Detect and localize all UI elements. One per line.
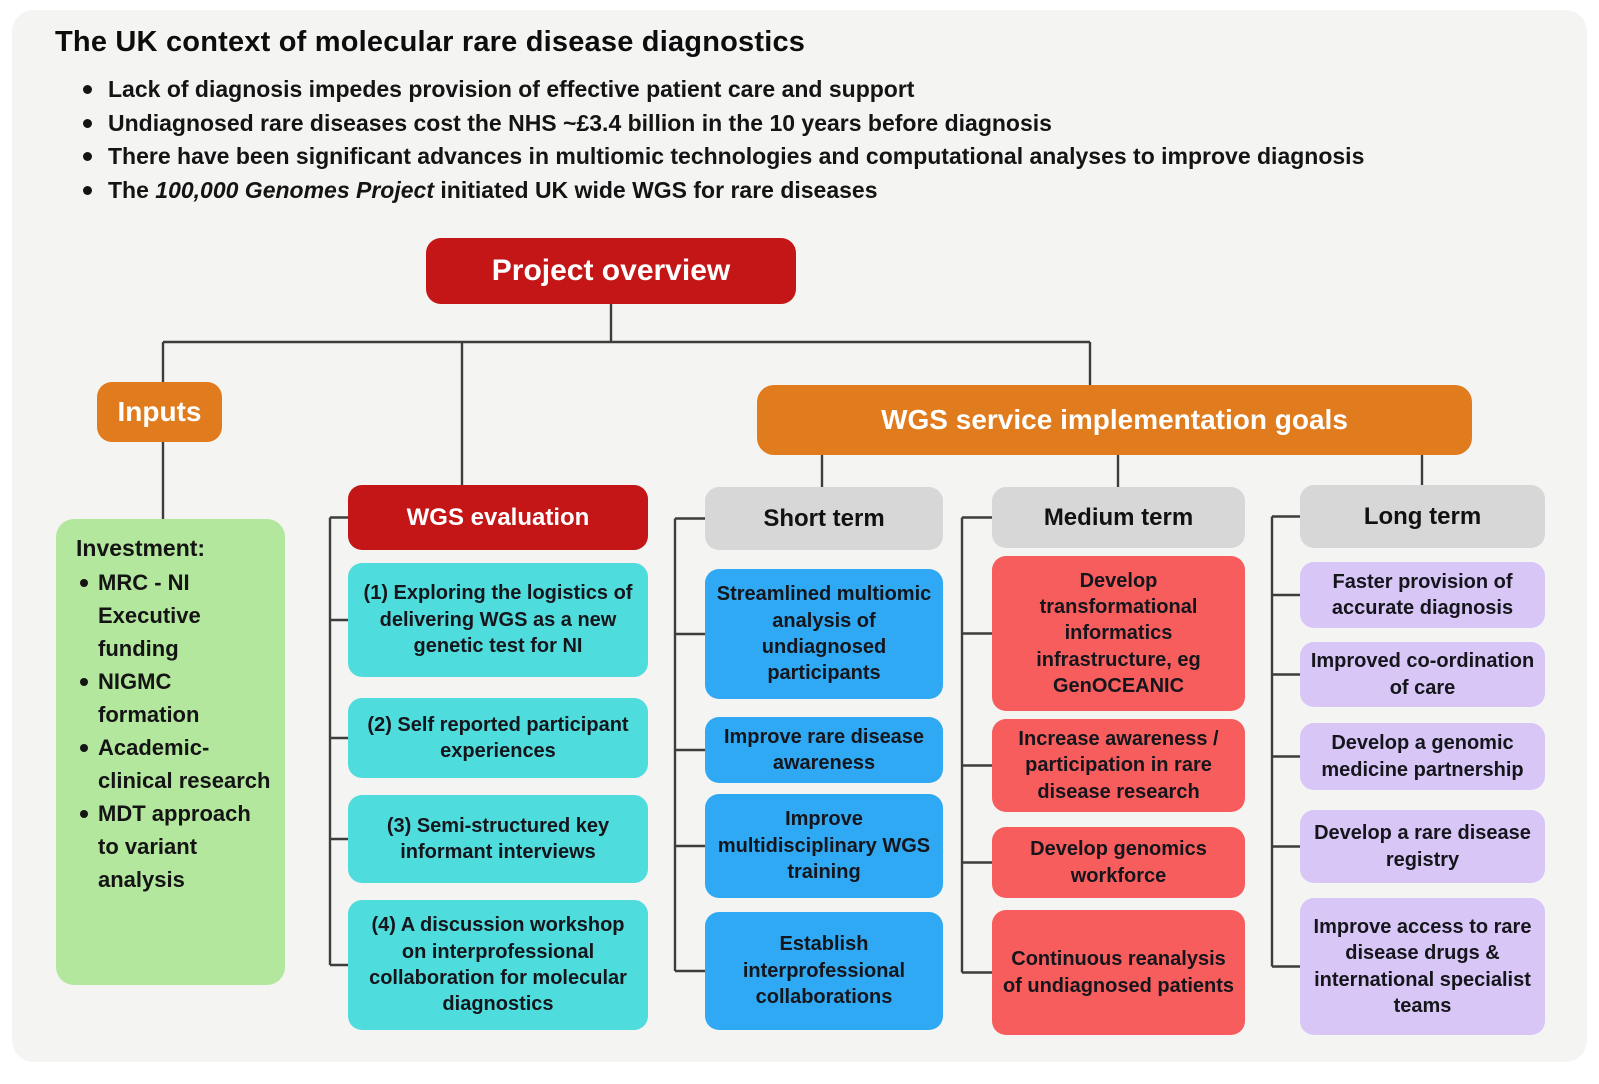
context-bullet-text: Lack of diagnosis impedes provision of effective patient care and support bbox=[108, 76, 915, 102]
column-header-short-term: Short term bbox=[705, 487, 943, 550]
flow-item-wgs-evaluation-1: (1) Exploring the logistics of delivering WGS as a new genetic test for NI bbox=[348, 563, 648, 677]
investment-item-text: NIGMC formation bbox=[98, 669, 200, 727]
flow-item-short-term-2: Improve rare disease awareness bbox=[705, 717, 943, 783]
investment-list bbox=[76, 566, 273, 896]
bullet-dot bbox=[83, 152, 92, 161]
context-bullet bbox=[83, 174, 1364, 208]
context-bullet-list bbox=[55, 73, 1364, 207]
context-bullet-text: Undiagnosed rare diseases cost the NHS ~£3.4 billion in the 10 years before diagnosis bbox=[108, 109, 1052, 136]
node-wgs-service-implementation-goals: WGS service implementation goals bbox=[757, 385, 1472, 455]
flow-item-long-term-5: Improve access to rare disease drugs & international specialist teams bbox=[1300, 898, 1545, 1035]
flow-item-long-term-1: Faster provision of accurate diagnosis bbox=[1300, 562, 1545, 628]
flow-item-long-term-4: Develop a rare disease registry bbox=[1300, 810, 1545, 883]
context-bullet-text: There have been significant advances in multiomic technologies and computational analyses to improve diagnosis bbox=[108, 143, 1365, 169]
node-inputs: Inputs bbox=[97, 382, 222, 442]
flow-item-medium-term-2: Increase awareness / participation in rare disease research bbox=[992, 719, 1245, 812]
investment-item bbox=[80, 566, 273, 665]
context-bullet bbox=[83, 140, 1364, 174]
investment-heading: Investment: bbox=[76, 535, 206, 561]
flow-item-short-term-4: Establish interprofessional collaborations bbox=[705, 912, 943, 1030]
investment-item-text: MDT approach to variant analysis bbox=[98, 801, 251, 892]
investment-item bbox=[80, 665, 273, 731]
flow-item-short-term-1: Streamlined multiomic analysis of undiagnosed participants bbox=[705, 569, 943, 699]
flow-item-medium-term-3: Develop genomics workforce bbox=[992, 827, 1245, 898]
node-project-overview: Project overview bbox=[426, 238, 796, 304]
flow-item-medium-term-4: Continuous reanalysis of undiagnosed patients bbox=[992, 910, 1245, 1035]
context-bullet bbox=[83, 107, 1364, 141]
context-bullet-text: The 100,000 Genomes Project initiated UK wide WGS for rare diseases bbox=[108, 176, 878, 203]
flow-item-wgs-evaluation-3: (3) Semi-structured key informant interviews bbox=[348, 795, 648, 883]
investment-item bbox=[80, 797, 273, 896]
column-header-long-term: Long term bbox=[1300, 485, 1545, 548]
flow-item-short-term-3: Improve multidisciplinary WGS training bbox=[705, 794, 943, 898]
column-header-medium-term: Medium term bbox=[992, 487, 1245, 548]
flow-item-wgs-evaluation-2: (2) Self reported participant experiences bbox=[348, 698, 648, 778]
bullet-dot bbox=[83, 119, 92, 128]
flow-item-medium-term-1: Develop transformational informatics infrastructure, eg GenOCEANIC bbox=[992, 556, 1245, 711]
page-title: The UK context of molecular rare disease diagnostics bbox=[55, 26, 806, 58]
investment-item bbox=[80, 731, 273, 797]
flow-item-long-term-2: Improved co-ordination of care bbox=[1300, 642, 1545, 707]
bullet-dot bbox=[80, 678, 88, 686]
investment-item-text: Academic-clinical research bbox=[98, 735, 271, 793]
context-header bbox=[55, 26, 1364, 207]
bullet-dot bbox=[83, 85, 92, 94]
flow-item-long-term-3: Develop a genomic medicine partnership bbox=[1300, 723, 1545, 790]
column-header-wgs-evaluation: WGS evaluation bbox=[348, 485, 648, 550]
investment-box bbox=[56, 519, 285, 985]
context-bullet bbox=[83, 73, 1364, 107]
bullet-dot bbox=[83, 186, 92, 195]
bullet-dot bbox=[80, 810, 88, 818]
investment-item-text: MRC - NI Executive funding bbox=[98, 570, 201, 661]
bullet-dot bbox=[80, 744, 88, 752]
bullet-dot bbox=[80, 579, 88, 587]
flow-item-wgs-evaluation-4: (4) A discussion workshop on interprofessional collaboration for molecular diagnostics bbox=[348, 900, 648, 1030]
